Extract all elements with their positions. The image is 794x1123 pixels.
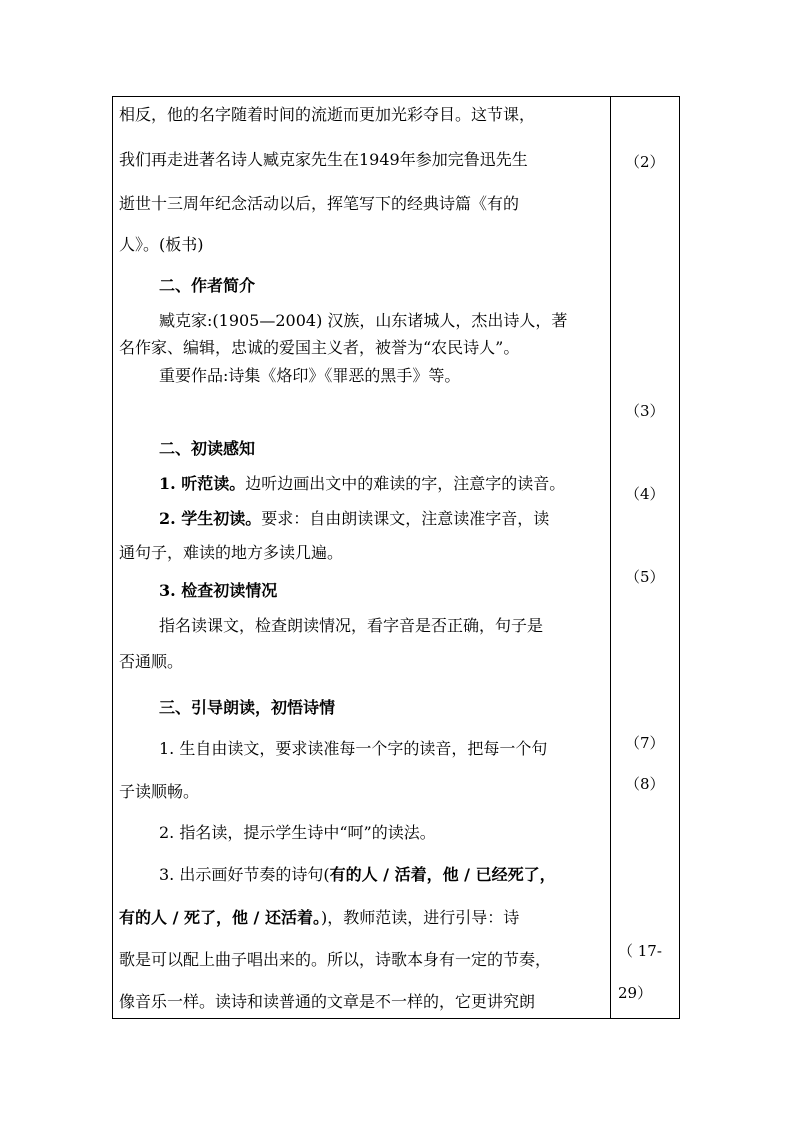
text-line: 通句子，难读的地方多读几遍。	[119, 543, 344, 562]
column-divider	[610, 97, 611, 1018]
section-heading-author: 二、作者简介	[159, 276, 256, 295]
text-line	[159, 509, 549, 529]
text-line: 指名读课文，检查朗读情况，看字音是否正确，句子是	[159, 616, 544, 635]
text-line	[119, 908, 519, 928]
time-mark: （8）	[625, 775, 665, 793]
time-mark: （4）	[625, 485, 665, 503]
text-line: 我们再走进著名诗人臧克家先生在1949年参加完鲁迅先生	[119, 150, 528, 169]
step-label: 2. 学生初读。	[159, 509, 262, 528]
step-heading: 3. 检查初读情况	[159, 581, 278, 600]
time-mark: （7）	[625, 734, 665, 752]
step-text: 要求：自由朗读课文，注意读准字音，读	[261, 509, 550, 528]
lesson-plan-table	[112, 96, 680, 1019]
text-line: 重要作品:诗集《烙印》《罪恶的黑手》等。	[159, 366, 461, 385]
step-label: 1. 听范读。	[159, 474, 246, 493]
text-line: 子读顺畅。	[119, 782, 200, 801]
text-line: 臧克家:(1905—2004) 汉族，山东诸城人，杰出诗人，著	[159, 311, 568, 330]
text-line: 像音乐一样。读诗和读普通的文章是不一样的，它更讲究朗	[119, 992, 536, 1011]
text-line: 逝世十三周年纪念活动以后，挥笔写下的经典诗篇《有的	[119, 194, 520, 213]
section-heading-first-reading: 二、初读感知	[159, 439, 256, 458]
text-line: 1. 生自由读文，要求读准每一个字的读音，把每一个句	[159, 739, 548, 758]
time-mark: （3）	[625, 402, 665, 420]
text-line	[159, 474, 565, 494]
poem-rhythm-line-2: 有的人 / 死了，他 / 还活着。	[119, 908, 321, 927]
time-mark: （5）	[625, 568, 665, 586]
time-mark: （2）	[625, 153, 665, 171]
text-line: 否通顺。	[119, 652, 184, 671]
text-line: 歌是可以配上曲子唱出来的。所以，诗歌本身有一定的节奏，	[119, 950, 552, 969]
text-fragment: )，教师范读，进行引导：诗	[320, 908, 520, 927]
time-mark: 29）	[618, 984, 653, 1002]
text-line: 2. 指名读，提示学生诗中“呵”的读法。	[159, 823, 436, 842]
section-heading-guided-reading: 三、引导朗读，初悟诗情	[159, 698, 336, 717]
step-text: 边听边画出文中的难读的字，注意字的读音。	[245, 474, 566, 493]
text-line: 人》。(板书)	[119, 235, 204, 254]
time-mark: （ 17-	[618, 942, 662, 960]
text-line: 名作家、编辑，忠诚的爱国主义者，被誉为“农民诗人”。	[119, 338, 520, 357]
text-line: 相反，他的名字随着时间的流逝而更加光彩夺目。这节课，	[119, 105, 536, 124]
text-fragment: 3. 出示画好节奏的诗句(	[159, 865, 330, 884]
poem-rhythm-line-1: 有的人 / 活着，他 / 已经死了，	[329, 865, 556, 884]
text-line	[159, 865, 556, 885]
